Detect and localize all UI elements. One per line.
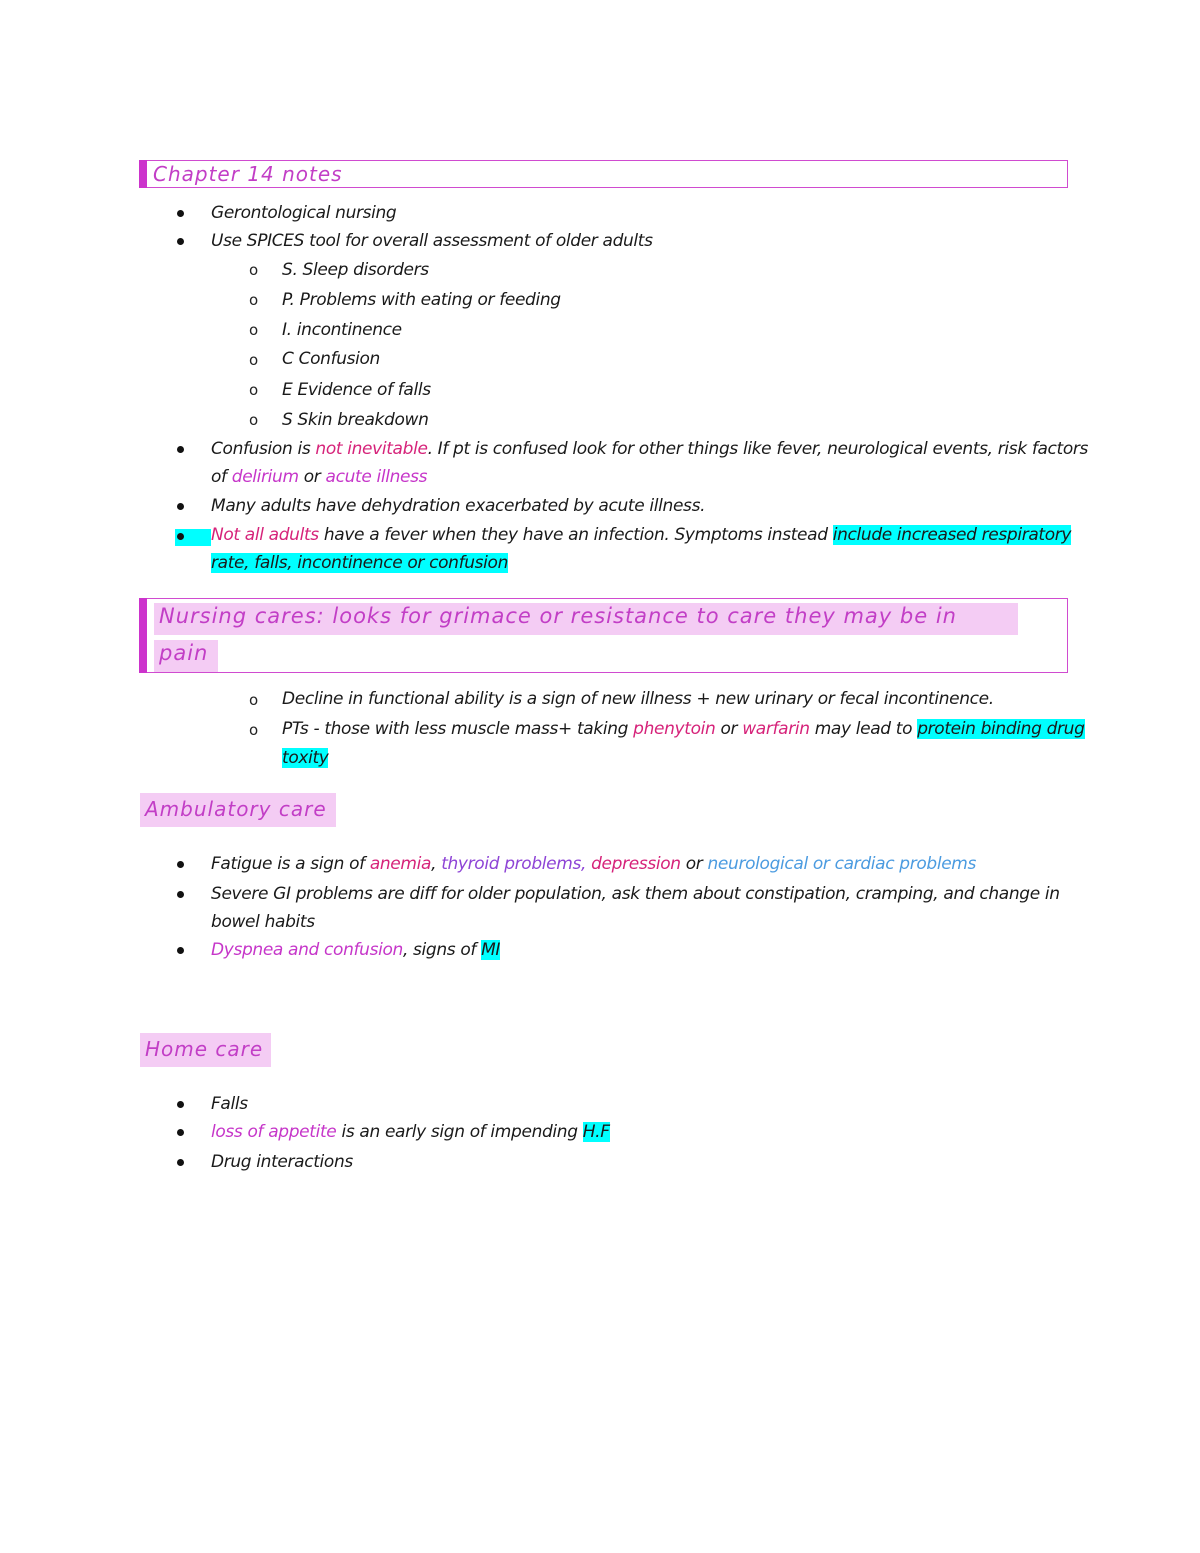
sub-list-item: C Confusion [282,349,380,369]
sub-bullet: o [249,291,259,309]
heading-accent-bar [139,598,147,673]
bullet-dot [177,861,184,868]
heading-accent-bar [139,160,147,188]
list-item: Gerontological nursing [211,203,397,223]
bullet-dot [177,947,184,954]
list-item: Fatigue is a sign of anemia, thyroid problems, depression or neurological or cardiac problems [211,854,977,874]
sub-bullet: o [249,721,259,739]
sub-list-item: PTs - those with less muscle mass+ taking phenytoin or warfarin may lead to protein binding drug [282,719,1085,739]
list-item: loss of appetite is an early sign of impending H.F [211,1122,610,1142]
heading-ambulatory-care: Ambulatory care [145,797,327,821]
heading-home-care: Home care [145,1037,264,1061]
bullet-dot [177,1101,184,1108]
list-item: Not all adults have a fever when they have an infection. Symptoms instead include increased respiratory [211,525,1072,545]
sub-list-item: E Evidence of falls [282,380,431,400]
bullet-dot [177,503,184,510]
sub-bullet: o [249,411,259,429]
bullet-dot [177,533,184,540]
bullet-dot [177,238,184,245]
heading-chapter-title: Chapter 14 notes [153,162,343,186]
bullet-dot [177,1129,184,1136]
list-item: Confusion is not inevitable. If pt is confused look for other things like fever, neurological events, risk factors [211,439,1089,459]
sub-list-item: S. Sleep disorders [282,260,429,280]
sub-list-item: P. Problems with eating or feeding [282,290,561,310]
list-item-continuation: of delirium or acute illness [211,467,428,487]
list-item: Dyspnea and confusion, signs of MI [211,940,501,960]
sub-bullet: o [249,321,259,339]
heading-nursing-cares-continuation: pain [159,641,209,665]
sub-bullet: o [249,351,259,369]
list-item: Use SPICES tool for overall assessment of older adults [211,231,653,251]
list-item: Drug interactions [211,1152,353,1172]
sub-bullet: o [249,691,259,709]
list-item: Falls [211,1094,248,1114]
sub-list-item: I. incontinence [282,320,402,340]
list-item-continuation: rate, falls, incontinence or confusion [211,553,509,573]
bullet-dot [177,210,184,217]
list-item: Severe GI problems are diff for older population, ask them about constipation, cramping, and change in [211,884,1060,904]
bullet-dot [177,1159,184,1166]
bullet-dot [177,446,184,453]
sub-list-item-continuation: toxity [282,748,329,768]
heading-nursing-cares: Nursing cares: looks for grimace or resistance to care they may be in [159,604,957,628]
list-item: Many adults have dehydration exacerbated by acute illness. [211,496,706,516]
sub-list-item: S Skin breakdown [282,410,429,430]
list-item-continuation: bowel habits [211,912,315,932]
bullet-dot [177,891,184,898]
sub-bullet: o [249,381,259,399]
sub-list-item: Decline in functional ability is a sign of new illness + new urinary or fecal incontinence. [282,689,994,709]
sub-bullet: o [249,261,259,279]
